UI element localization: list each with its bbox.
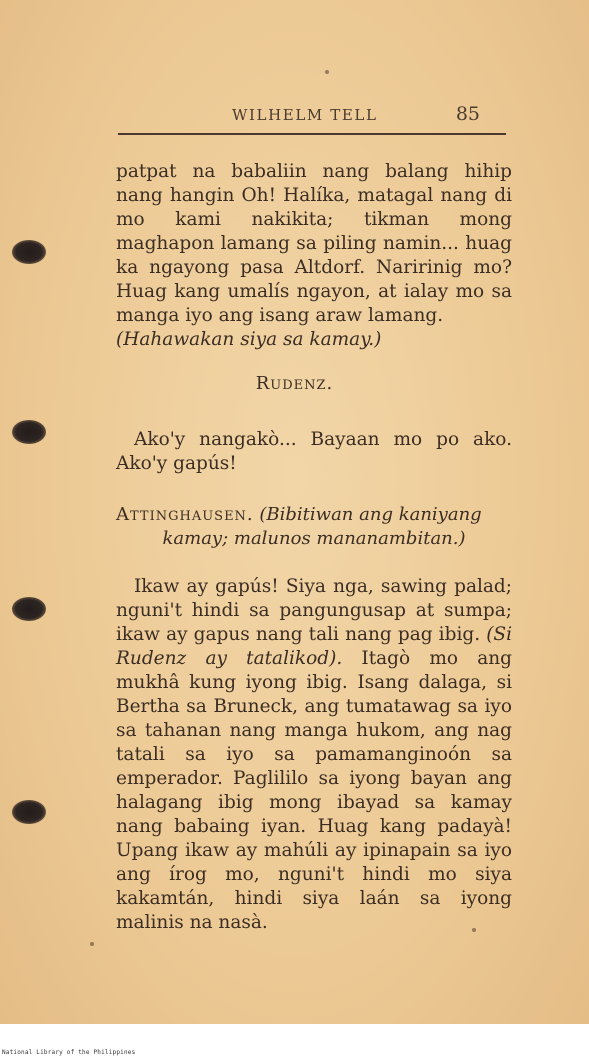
paper-speck <box>90 942 94 946</box>
speaker-name-rudenz: Rudenz. <box>255 373 334 394</box>
binding-hole-1 <box>12 240 46 264</box>
binding-hole-4 <box>12 800 46 824</box>
speech-paragraph-2 <box>116 428 512 476</box>
speech-text: Itagò mo ang mukhâ kung iyong ibig. Isang dalaga, si Bertha sa Bruneck, ang tumatawag sa iyo sa tahanan nang manga hukom, ang nag tatali sa iyo sa pamamanginoón sa emperador. Paglililo sa iyong bayan ang halagang ibig mong ibayad sa kamay nang babaing iyan. Huag kang padayà! Upang ikaw ay mahúli ay ipinapain sa iyo ang írog mo, nguni't hindi mo siya kakamtán, hindi siya laán sa iyong malinis na nasà. <box>116 648 512 933</box>
speech-text: Ikaw ay gapús! Siya nga, sawing palad; nguni't hindi sa pangungusap at sumpa; ikaw ay gapus nang tali nang pag ibig. <box>116 576 512 645</box>
stage-direction: (Si Rudenz ay tatalikod). <box>116 624 513 669</box>
stage-direction: kamay; malunos mananambitan.) <box>162 528 466 549</box>
speaker-name-attinghausen: Attinghausen. <box>116 504 254 525</box>
stage-direction: (Hahawakan siya sa kamay.) <box>116 329 382 350</box>
speaker-heading-attinghausen <box>116 503 512 551</box>
scan-footer <box>0 1024 589 1058</box>
speech-paragraph-1 <box>116 160 512 352</box>
library-credit: National Library of the Philippines <box>2 1049 136 1056</box>
stage-direction: (Bibitiwan ang kaniyang <box>259 504 482 525</box>
page-number: 85 <box>455 103 480 125</box>
header-rule <box>118 133 506 135</box>
paper-speck <box>325 70 329 74</box>
binding-hole-3 <box>12 597 46 621</box>
binding-hole-2 <box>12 420 46 444</box>
running-title: WILHELM TELL <box>232 106 378 124</box>
page-header <box>118 103 506 130</box>
speech-paragraph-3 <box>116 575 512 935</box>
speech-text: Ako'y nangakò... Bayaan mo po ako. Ako'y gapús! <box>116 429 512 474</box>
speech-text: patpat na babaliin nang balang hihip nang hangin Oh! Halíka, matagal nang di mo kami nakikita; tikman mong maghapon lamang sa piling namin... huag ka ngayong pasa Altdorf. Naririnig mo? Huag kang umalís ngayon, at ialay mo sa manga iyo ang isang araw lamang. <box>116 161 512 326</box>
